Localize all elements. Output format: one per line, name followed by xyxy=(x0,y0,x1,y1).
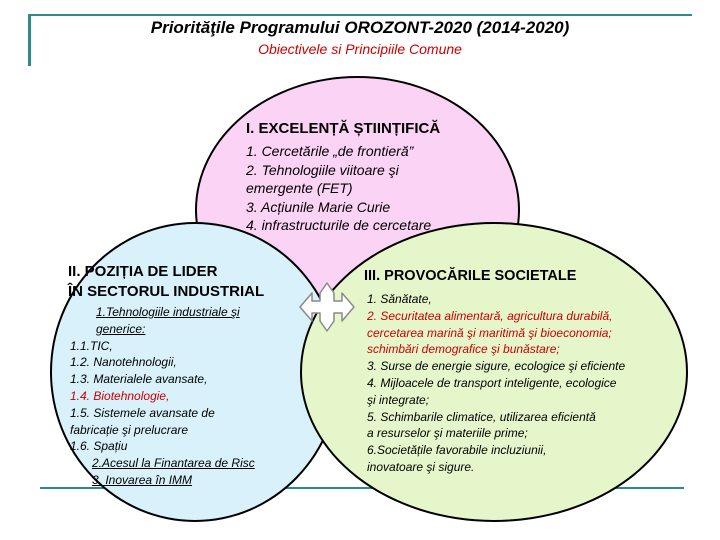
pillar2-heading-line: ÎN SECTORUL INDUSTRIAL xyxy=(68,283,265,300)
pillar1-item: 4. infrastructurile de cercetare xyxy=(246,217,432,233)
pillar2-heading xyxy=(68,262,264,302)
pillar2-item: 1.3. Materialele avansate, xyxy=(70,372,208,387)
pillar3-item: a resurselor şi materiile prime; xyxy=(367,426,528,441)
pillar2-item: 1.6. Spațiu xyxy=(70,439,128,454)
pillar3-item: 4. Mijloacele de transport inteligente, ecologice xyxy=(367,375,617,390)
pillar2-item: fabricație şi prelucrare xyxy=(70,422,189,437)
pillar3-list xyxy=(367,291,687,476)
pillar1-item: 1. Cercetările „de frontieră” xyxy=(246,143,414,159)
pillar2-item: 1.5. Sistemele avansate de xyxy=(70,405,215,420)
pillar3-heading: III. PROVOCĂRILE SOCIETALE xyxy=(364,268,577,284)
pillar2-item: 1.2. Nanotehnologii, xyxy=(70,355,177,370)
pillar1-item: 2. Tehnologiile viitoare şi xyxy=(246,161,399,178)
pillar3-item: schimbări demografice şi bunăstare; xyxy=(367,342,560,357)
pillar3-item: 1. Sănătate, xyxy=(367,292,432,306)
pillar2-item: 3. Inovarea în IMM xyxy=(92,472,193,487)
pillar3-item: cercetarea marină şi maritimă şi bioeconomia; xyxy=(367,325,612,340)
pillar3-item: 6.Societățile favorabile incluziunii, xyxy=(367,443,547,458)
page-title: Priorităţile Programului OROZONT-2020 (2014-2020) xyxy=(150,18,570,37)
pillar2-item: 1.4. Biotehnologie, xyxy=(70,388,170,403)
bidirectional-arrow-icon xyxy=(298,281,356,333)
pillar2-item: 2.Acesul la Finantarea de Risc xyxy=(92,456,255,471)
pillar1-heading: I. EXCELENȚĂ ȘTIINȚIFICĂ xyxy=(246,120,441,137)
pillar1-list xyxy=(246,142,516,235)
pillar2-item: 1.1.TIC, xyxy=(70,338,113,353)
pillar2-list xyxy=(70,304,255,489)
page-subtitle: Obiectivele si Principiile Comune xyxy=(258,41,462,57)
pillar1-item: emergente (FET) xyxy=(246,180,353,196)
pillar3-item: inovatoare şi sigure. xyxy=(367,459,475,474)
pillar3-item: 2. Securitatea alimentară, agricultura durabilă, xyxy=(367,308,613,323)
pillar2-item: 1.Tehnologiile industriale şi xyxy=(96,305,240,319)
pillar1-item: 3. Acțiunile Marie Curie xyxy=(246,198,391,215)
frame-top-line xyxy=(28,14,692,16)
pillar2-heading-line: II. POZIȚIA DE LIDER xyxy=(68,263,218,280)
pillar2-item: generice: xyxy=(96,321,146,336)
pillar3-item: şi integrate; xyxy=(367,392,430,407)
pillar3-item: 3. Surse de energie sigure, ecologice şi eficiente xyxy=(367,359,626,374)
pillar3-item: 5. Schimbarile climatice, utilizarea eficientă xyxy=(367,409,596,424)
